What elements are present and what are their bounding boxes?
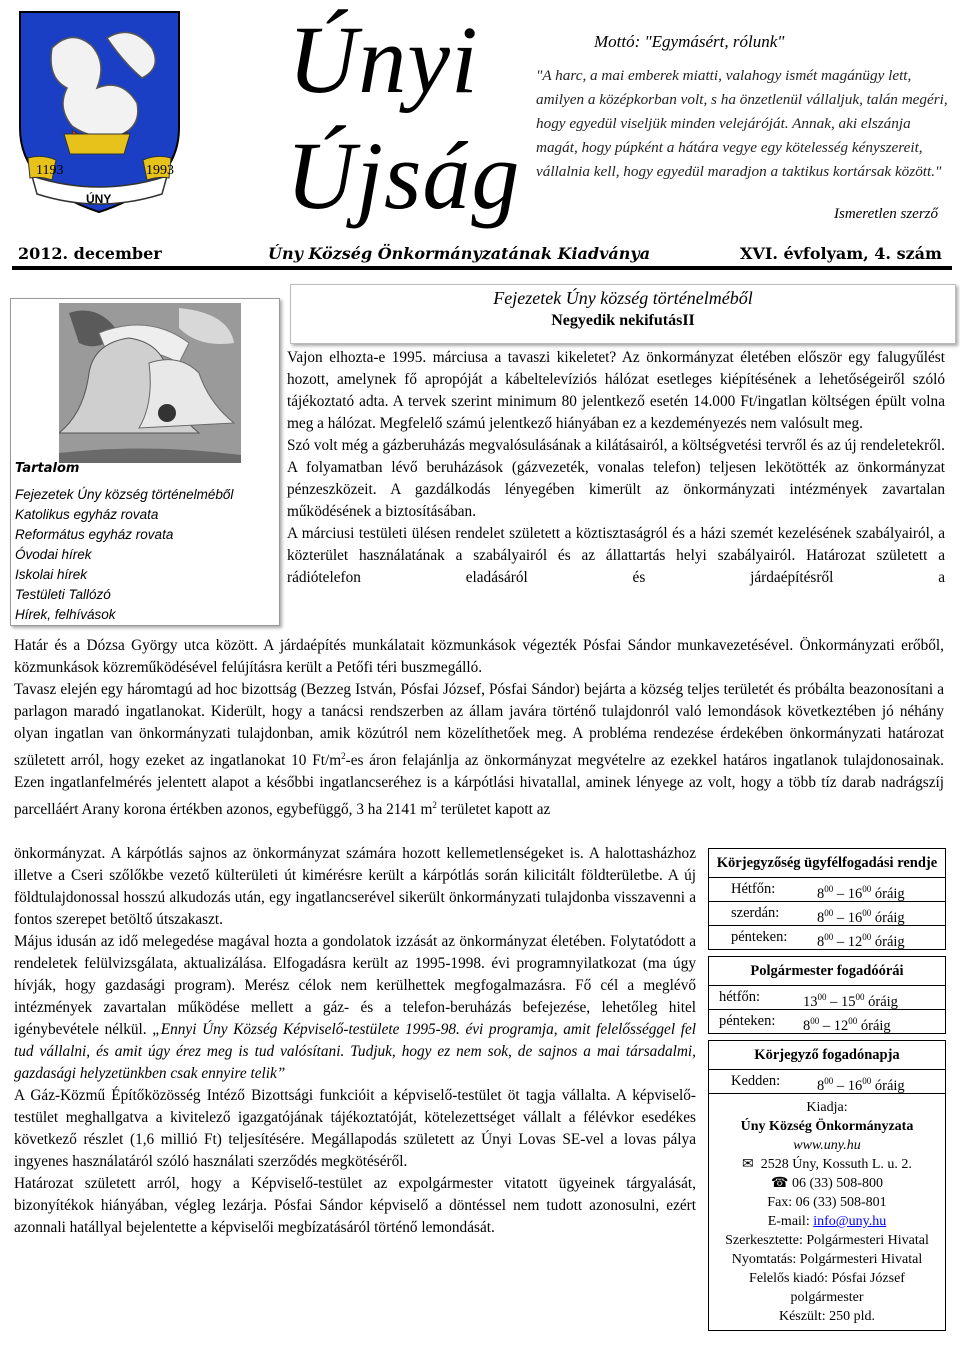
contact-responsible-role: polgármester (790, 1290, 864, 1305)
contact-web[interactable]: www.uny.hu (793, 1138, 861, 1153)
programme-quote: „Ennyi Úny Község Képviselő-testülete 1995-98. évi programja, amit felelősséggel fel tud vállalni, és amit úgy érez meg is tud valósítani. Tudjuk, hogy ez nem sok, de sajnos a mai társadalmi, gazdasági helyzetünkben csak ennyire telik” (14, 1021, 697, 1082)
contact-email: E-mail: info@uny.hu (767, 1214, 887, 1229)
hours-row: Hétfőn: $8^{00} - 16^{00}$ óráig (709, 877, 945, 901)
issue-volume: XVI. évfolyam, 4. szám (740, 244, 942, 263)
mayor-hours-box (708, 956, 946, 1034)
article-column-top (287, 347, 945, 589)
article-title: Fejezetek Úny község történelméből (493, 288, 753, 308)
contents-item: Fejezetek Úny község történelméből (15, 487, 234, 502)
issue-bar (12, 240, 952, 270)
hours-row: pénteken: $8^{00} - 12^{00}$ óráig (709, 1009, 945, 1033)
contact-fax: Fax: 06 (33) 508-801 (767, 1195, 887, 1210)
hours-row: szerdán: $8^{00} - 16^{00}$ óráig (709, 901, 945, 925)
notary-hours-box (708, 1040, 946, 1331)
motto-text: "A harc, a mai emberek miatti, valahogy ismét magánügy lett, amilyen a középkorban volt, s ha önzetlenül vállaljuk, talán megéri, hogy egyedül viseljük minden velejáróját. Annak, aki elszánja magát, hogy púpként a hátára vegye egy kötelesség kényszereit, vállalnia kell, hogy egyedül maradjon a taktikus kortársak között." (536, 67, 948, 180)
article-heading (290, 284, 956, 344)
issue-date: 2012. december (18, 244, 162, 263)
contact-org: Úny Község Önkormányzata (740, 1119, 914, 1134)
hours-row: Kedden: $8^{00} - 16^{00}$ óráig (709, 1069, 945, 1093)
contents-item: Református egyház rovata (15, 527, 174, 542)
village-crest (12, 8, 187, 216)
office-hours-title: Körjegyzőség ügyfélfogadási rendje (716, 855, 938, 871)
article-paragraph: Vajon elhozta-e 1995. márciusa a tavaszi kikeletet? Az önkormányzat életében először egy falugyűlést hozott, amelynek fő apropóját a kábeltelevíziós hálózat esetleges kiépítésének a lehetőségeiről szóló tájékoztató adta. A tervek szerint minimum 80 jelentkező esetén 14.000 Ft/ingatlan költségen épült volna meg a hálózat. Megfelelő számú jelentkező hiányában ez a kezdeményezés nem valósult meg. (287, 349, 945, 432)
crest-year-right: 1993 (146, 163, 174, 178)
masthead-line-2: Újság (286, 122, 521, 229)
christmas-bell-image (59, 303, 241, 463)
envelope-icon: ✉ (742, 1157, 754, 1172)
email-link[interactable]: info@uny.hu (813, 1214, 887, 1229)
article-paragraph: A márciusi testületi ülésen rendelet született a köztisztaságról és a házi szemét kezelésének szabályairól, a közterület használatának a szabályairól és az állattartás helyi szabályairól. Határozat született a rádiótelefon eladásáról és járdaépítésről a (287, 525, 945, 586)
article-full-width (14, 635, 944, 821)
contents-item: Hírek, felhívások (15, 607, 116, 622)
contact-responsible: Felelős kiadó: Pósfai József (749, 1271, 905, 1286)
contents-box (10, 298, 280, 626)
notary-hours-title: Körjegyző fogadónapja (754, 1047, 900, 1063)
telephone-icon: ☎ (771, 1176, 789, 1191)
article-paragraph: Határozat született arról, hogy a Képviselő-testület az expolgármester vitatott ügyeinek tárgyalását, bizonyítékok hiányában, végleg lezárja. Pósfai Sándor képviselő a döntéssel nem tudott azonosulni, ezért azonnali hatállyal bejelentette a képviselői megbízatásáról történő lemondását. (14, 1175, 696, 1236)
crest-name: ÚNY (86, 192, 112, 206)
contact-address: ✉ 2528 Úny, Kossuth L. u. 2. (742, 1157, 912, 1172)
motto-author: Ismeretlen szerző (833, 206, 938, 222)
publisher-contact (709, 1093, 945, 1330)
contents-title: Tartalom (15, 461, 80, 476)
contents-list (15, 485, 233, 625)
office-hours-box (708, 848, 946, 950)
mayor-hours-title: Polgármester fogadóórái (750, 963, 904, 979)
hours-row: hétfőn: $13^{00} - 15^{00}$ óráig (709, 985, 945, 1009)
crest-year-left: 1193 (36, 163, 64, 178)
contact-printer: Nyomtatás: Polgármesteri Hivatal (731, 1252, 923, 1267)
article-column-bottom (14, 843, 696, 1239)
masthead-line-1: Únyi (288, 6, 479, 113)
contents-item: Katolikus egyház rovata (15, 507, 159, 522)
article-paragraph: önkormányzat. A kárpótlás sajnos az önkormányzat számára hozott kellemetlenségeket is. A halottasházhoz illetve a Cseri szőlőkbe vezető külterületi út kimérésre került a kárpótlás során kilicitált földterületbe. A új földtulajdonossal hosszú alkudozás után, egy ingatlancserével sikerült önkormányzati tulajdonba visszavenni a fontos szerepet betöltő útszakaszt. (14, 845, 696, 928)
contents-item: Testületi Tallózó (15, 587, 111, 602)
issue-publisher: Úny Község Önkormányzatának Kiadványa (268, 244, 651, 263)
contact-phone: ☎ 06 (33) 508-800 (771, 1176, 883, 1191)
contact-label: Kiadja: (806, 1100, 848, 1115)
hours-row: pénteken: $8^{00} - 12^{00}$ óráig (709, 925, 945, 949)
contact-editor: Szerkesztette: Polgármesteri Hivatal (725, 1233, 929, 1248)
article-paragraph: Szó volt még a gázberuházás megvalósulásának a kilátásairól, a költségvetési tervről és az új rendeletekről. A folyamatban lévő beruházások (gázvezeték, vonalas telefon) teljesen lekötötték az önkormányzat pénzeszközeit. A gazdálkodás lényegében kimerült az önkormányzati intézmények zavartalan működésének a biztosításában. (287, 437, 945, 520)
motto-title: Mottó: "Egymásért, rólunk" (594, 32, 785, 51)
article-paragraph: Május idusán az idő melegedése magával hozta a gondolatok izzását az önkormányzat életében. Folytatódott a rendeletek felülvizsgálata, aktualizálása. Elfogadásra került az 1995-1998. évi programnyilatkozat (ma úgy hívják, hogy gazdasági program). Merész célok nem kerülhettek megfogalmazásra. Fő cél a meglévő intézmények zavartalan működése mellett a gáz- és a telefon-beruházás befejezése, lehetőleg hitel igénybevétele nélkül. „Ennyi Úny Község Képviselő-testülete 1995-98. évi programja, amit felelősséggel fel tud vállalni, és amit úgy érez meg is tud valósítani. Tudjuk, hogy ez nem sok, de sajnos a mai társadalmi, gazdasági helyzetünkben csak ennyire telik” (14, 933, 697, 1082)
article-paragraph: A Gáz-Közmű Építőközösség Intéző Bizottsági funkcióit a képviselő-testület öt tagja vállalta. A képviselő-testület meghallgatva a kivitelező igazgatójának tájékoztatóját, kötelezettséget vállalt a félévkor esedékes következő részlet (1,6 millió Ft) teljesítésére. Megállapodás született az Únyi Lovas SE-vel a lovas pálya ingyenes használatáról szóló használati szerződés megkötéséről. (14, 1087, 696, 1170)
contents-item: Óvodai hírek (15, 547, 92, 562)
article-paragraph: Tavasz elején egy háromtagú ad hoc bizottság (Bezzeg István, Pósfai József, Pósfai Sándor) bejárta a község teljes területét és próbálta beazonosítani a parlagon maradó ingatlanokat. Kiderült, hogy a tanácsi rendszerben az állam javára történő tulajdonról való lemondások következtében jó néhány olyan ingatlan van önkormányzati tulajdonban, amik közútról nem közelíthetőek meg. A probléma rendezése érdekében önkormányzati határozat született arról, hogy ezeket az ingatlanokat 10 $Ft/m^2-es$ áron felajánlja az önkormányzat megvételre az ezekkel határos ingatlanok tulajdonosainak. Ezen ingatlanfelmérés jelentett alapot a későbbi ingatlancseréhez is a kárpótlási hivatallal, aminek lényege az volt, hogy a több tíz darab nadrágszíj parcelláért Arany korona értékben azonos, egybefüggő, 3 ha 2141 $m^2$ területet kapott az (14, 681, 945, 819)
article-paragraph: Határ és a Dózsa György utca között. A járdaépítés munkálatait közmunkások végezték Pósfai Sándor munkavezetésével. Önkormányzati erőből, közmunkások közreműködésével felújításra került a Petőfi téri buszmegálló. (14, 637, 944, 676)
info-sidebar (708, 848, 946, 1337)
contact-copies: Készült: 250 pld. (778, 1309, 876, 1324)
article-subtitle: Negyedik nekifutásII (551, 312, 695, 329)
contents-item: Iskolai hírek (15, 567, 88, 582)
